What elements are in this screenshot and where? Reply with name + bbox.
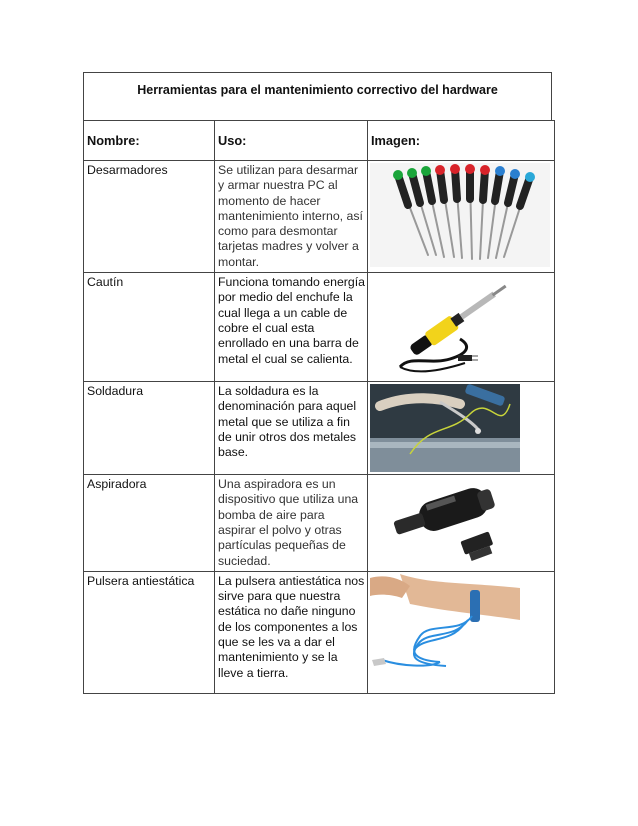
tool-image-cell (368, 273, 555, 382)
table-row (84, 273, 555, 382)
table-row (84, 475, 555, 572)
tool-image-cell (368, 161, 555, 273)
tool-use: Una aspiradora es un dispositivo que utiliza una bomba de aire para aspirar el polvo y otras partículas pequeñas de suciedad. (215, 475, 368, 572)
tool-name: Cautín (84, 273, 215, 382)
header-name: Nombre: (84, 121, 215, 161)
table-row (84, 161, 555, 273)
tool-use: Funciona tomando energía por medio del enchufe la cual llega a un cable de cobre el cual esta enrollado en una barra de metal el cual se calienta. (215, 273, 368, 382)
header-use: Uso: (215, 121, 368, 161)
screwdrivers-photo (370, 163, 550, 267)
table-header-row (84, 121, 555, 161)
table-row (84, 571, 555, 693)
tool-name: Aspiradora (84, 475, 215, 572)
vacuum-photo (370, 477, 550, 565)
tool-use: La pulsera antiestática nos sirve para que nuestra estática no dañe ninguno de los componentes a los que se les va a dar el mantenimiento y se la lleve a tierra. (215, 571, 368, 693)
tool-use: Se utilizan para desarmar y armar nuestra PC al momento de hacer mantenimiento interno, así como para desmontar tarjetas madres y volver a montar. (215, 161, 368, 273)
antistatic-wristband-photo (370, 574, 520, 674)
tool-image-cell (368, 571, 555, 693)
tool-use: La soldadura es la denominación para aquel metal que se utiliza a fin de unir otros dos metales base. (215, 382, 368, 475)
tool-name: Desarmadores (84, 161, 215, 273)
tool-name: Soldadura (84, 382, 215, 475)
tool-image-cell (368, 382, 555, 475)
soldering-iron-photo (370, 275, 550, 379)
header-image: Imagen: (368, 121, 555, 161)
tool-name: Pulsera antiestática (84, 571, 215, 693)
soldering-photo (370, 384, 520, 472)
tool-image-cell (368, 475, 555, 572)
tools-table (83, 120, 555, 694)
table-row (84, 382, 555, 475)
document-title: Herramientas para el mantenimiento correctivo del hardware (83, 72, 552, 120)
